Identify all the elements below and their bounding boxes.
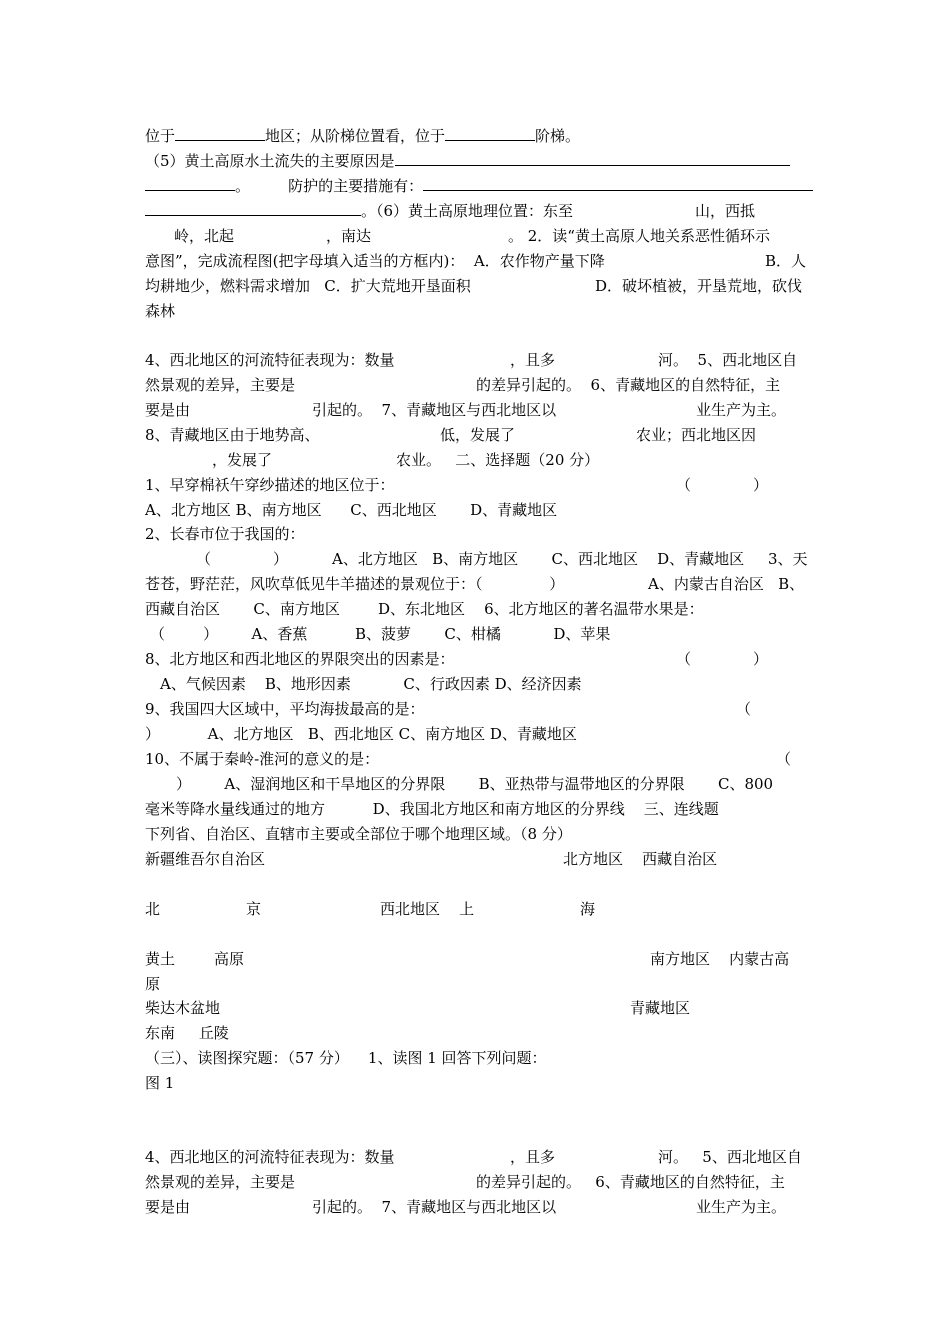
options: （ ） A、香蕉 B、菠萝 C、柑橘 D、苹果 <box>150 625 611 643</box>
match-item: 新疆维吾尔自治区 <box>145 850 266 868</box>
text: 防护的主要措施有： <box>288 177 424 195</box>
question: 8、北方地区和西北地区的界限突出的因素是： <box>145 650 455 668</box>
blank <box>445 126 535 141</box>
text-line <box>145 176 813 196</box>
text-line <box>145 151 790 171</box>
options: A、内蒙古自治区 B、 <box>648 575 805 593</box>
match-item: 黄土 <box>145 950 176 968</box>
text-line: 要是由 <box>145 401 191 419</box>
text: 引起的。 7、青藏地区与西北地区以 <box>312 401 557 419</box>
text: 地区；从阶梯位置看，位于 <box>265 127 446 145</box>
match-item: 东南 丘陵 <box>145 1024 229 1042</box>
text: ，南达 <box>326 227 372 245</box>
options: A、气候因素 B、地形因素 C、行政因素 D、经济因素 <box>160 675 582 693</box>
question: 10、不属于秦岭-淮河的意义的是： <box>145 750 380 768</box>
text: 农业。 二、选择题（20 分） <box>396 451 600 469</box>
text: 低，发展了 <box>440 426 516 444</box>
match-item: 高原 <box>214 950 245 968</box>
text: （5）黄土高原水土流失的主要原因是 <box>145 152 395 170</box>
match-item: 柴达木盆地 <box>145 999 221 1017</box>
text-line: 均耕地少，燃料需求增加 C．扩大荒地开垦面积 <box>145 277 471 295</box>
answer-bracket: （ ） <box>676 650 768 668</box>
text: 农业；西北地区因 <box>636 426 757 444</box>
blank <box>395 151 790 166</box>
text: 山，西抵 <box>695 202 756 220</box>
match-item: 北方地区 西藏自治区 <box>563 850 718 868</box>
match-item: 原 <box>145 975 161 993</box>
answer-bracket: （ <box>776 750 792 768</box>
text: 岭，北起 <box>174 227 235 245</box>
question: 1、早穿棉袄午穿纱描述的地区位于： <box>145 476 395 494</box>
answer-bracket: （ ） <box>676 476 768 494</box>
text: D．破坏植被，开垦荒地，砍伐 <box>595 277 803 295</box>
match-item: 京 <box>246 900 262 918</box>
text: 。（6）黄土高原地理位置：东至 <box>361 202 574 220</box>
text: B．人 <box>765 252 807 270</box>
text: 。 <box>235 177 251 195</box>
match-item: 北 <box>145 900 161 918</box>
text: 的差异引起的。 6、青藏地区的自然特征，主 <box>476 1173 785 1191</box>
answer-bracket: （ <box>736 700 752 718</box>
match-item: 西北地区 上 <box>380 900 475 918</box>
blank <box>175 126 265 141</box>
text: 位于 <box>145 127 176 145</box>
text-line: 森林 <box>145 302 176 320</box>
text-line <box>145 126 580 146</box>
text: 。 2．读“黄土高原人地关系恶性循环示 <box>508 227 770 245</box>
question: 2、长春市位于我国的： <box>145 525 305 543</box>
text: 业生产为主。 <box>696 401 787 419</box>
text-line <box>145 201 573 221</box>
text: 业生产为主。 <box>696 1198 787 1216</box>
text-line: 意图”，完成流程图(把字母填入适当的方框内)： A．农作物产量下降 <box>145 252 605 270</box>
answer-bracket: （ ） <box>196 550 288 568</box>
options: ） A、湿润地区和干旱地区的分界限 B、亚热带与温带地区的分界限 C、800 <box>176 775 774 793</box>
text: ，发展了 <box>212 451 273 469</box>
text: ，且多 <box>510 351 556 369</box>
section-heading: （三）、读图探究题：（57 分） 1、读图 1 回答下列问题： <box>145 1049 547 1067</box>
figure-label: 图 1 <box>145 1074 175 1092</box>
text: ，且多 <box>510 1148 556 1166</box>
match-item: 海 <box>580 900 596 918</box>
options: 西藏自治区 C、南方地区 D、东北地区 6、北方地区的著名温带水果是： <box>145 600 704 618</box>
text-line: 然景观的差异，主要是 <box>145 1173 296 1191</box>
text: 河。 5、西北地区自 <box>658 351 798 369</box>
question: 9、我国四大区域中，平均海拔最高的是： <box>145 700 425 718</box>
text: 引起的。 7、青藏地区与西北地区以 <box>312 1198 557 1216</box>
text-line: 要是由 <box>145 1198 191 1216</box>
text-line: 然景观的差异，主要是 <box>145 376 296 394</box>
text: 的差异引起的。 6、青藏地区的自然特征，主 <box>476 376 781 394</box>
question: 下列省、自治区、直辖市主要或全部位于哪个地理区域。（8 分） <box>145 825 572 843</box>
options: ） A、北方地区 B、西北地区 C、南方地区 D、青藏地区 <box>145 725 577 743</box>
blank <box>145 176 235 191</box>
question: 苍苍，野茫茫，风吹草低见牛羊描述的景观位于：（ ） <box>145 575 565 593</box>
blank <box>145 201 361 216</box>
options: A、北方地区 B、南方地区 C、西北地区 D、青藏地区 3、天 <box>332 550 808 568</box>
options: A、北方地区 B、南方地区 C、西北地区 D、青藏地区 <box>145 501 558 519</box>
text-line: 8、青藏地区由于地势高、 <box>145 426 320 444</box>
match-item: 南方地区 内蒙古高 <box>650 950 790 968</box>
blank <box>423 176 813 191</box>
text: 阶梯。 <box>535 127 581 145</box>
text-line: 4、西北地区的河流特征表现为：数量 <box>145 1148 395 1166</box>
options: 毫米等降水量线通过的地方 D、我国北方地区和南方地区的分界线 三、连线题 <box>145 800 719 818</box>
match-item: 青藏地区 <box>630 999 691 1017</box>
text: 河。 5、西北地区自 <box>658 1148 802 1166</box>
text-line: 4、西北地区的河流特征表现为：数量 <box>145 351 395 369</box>
